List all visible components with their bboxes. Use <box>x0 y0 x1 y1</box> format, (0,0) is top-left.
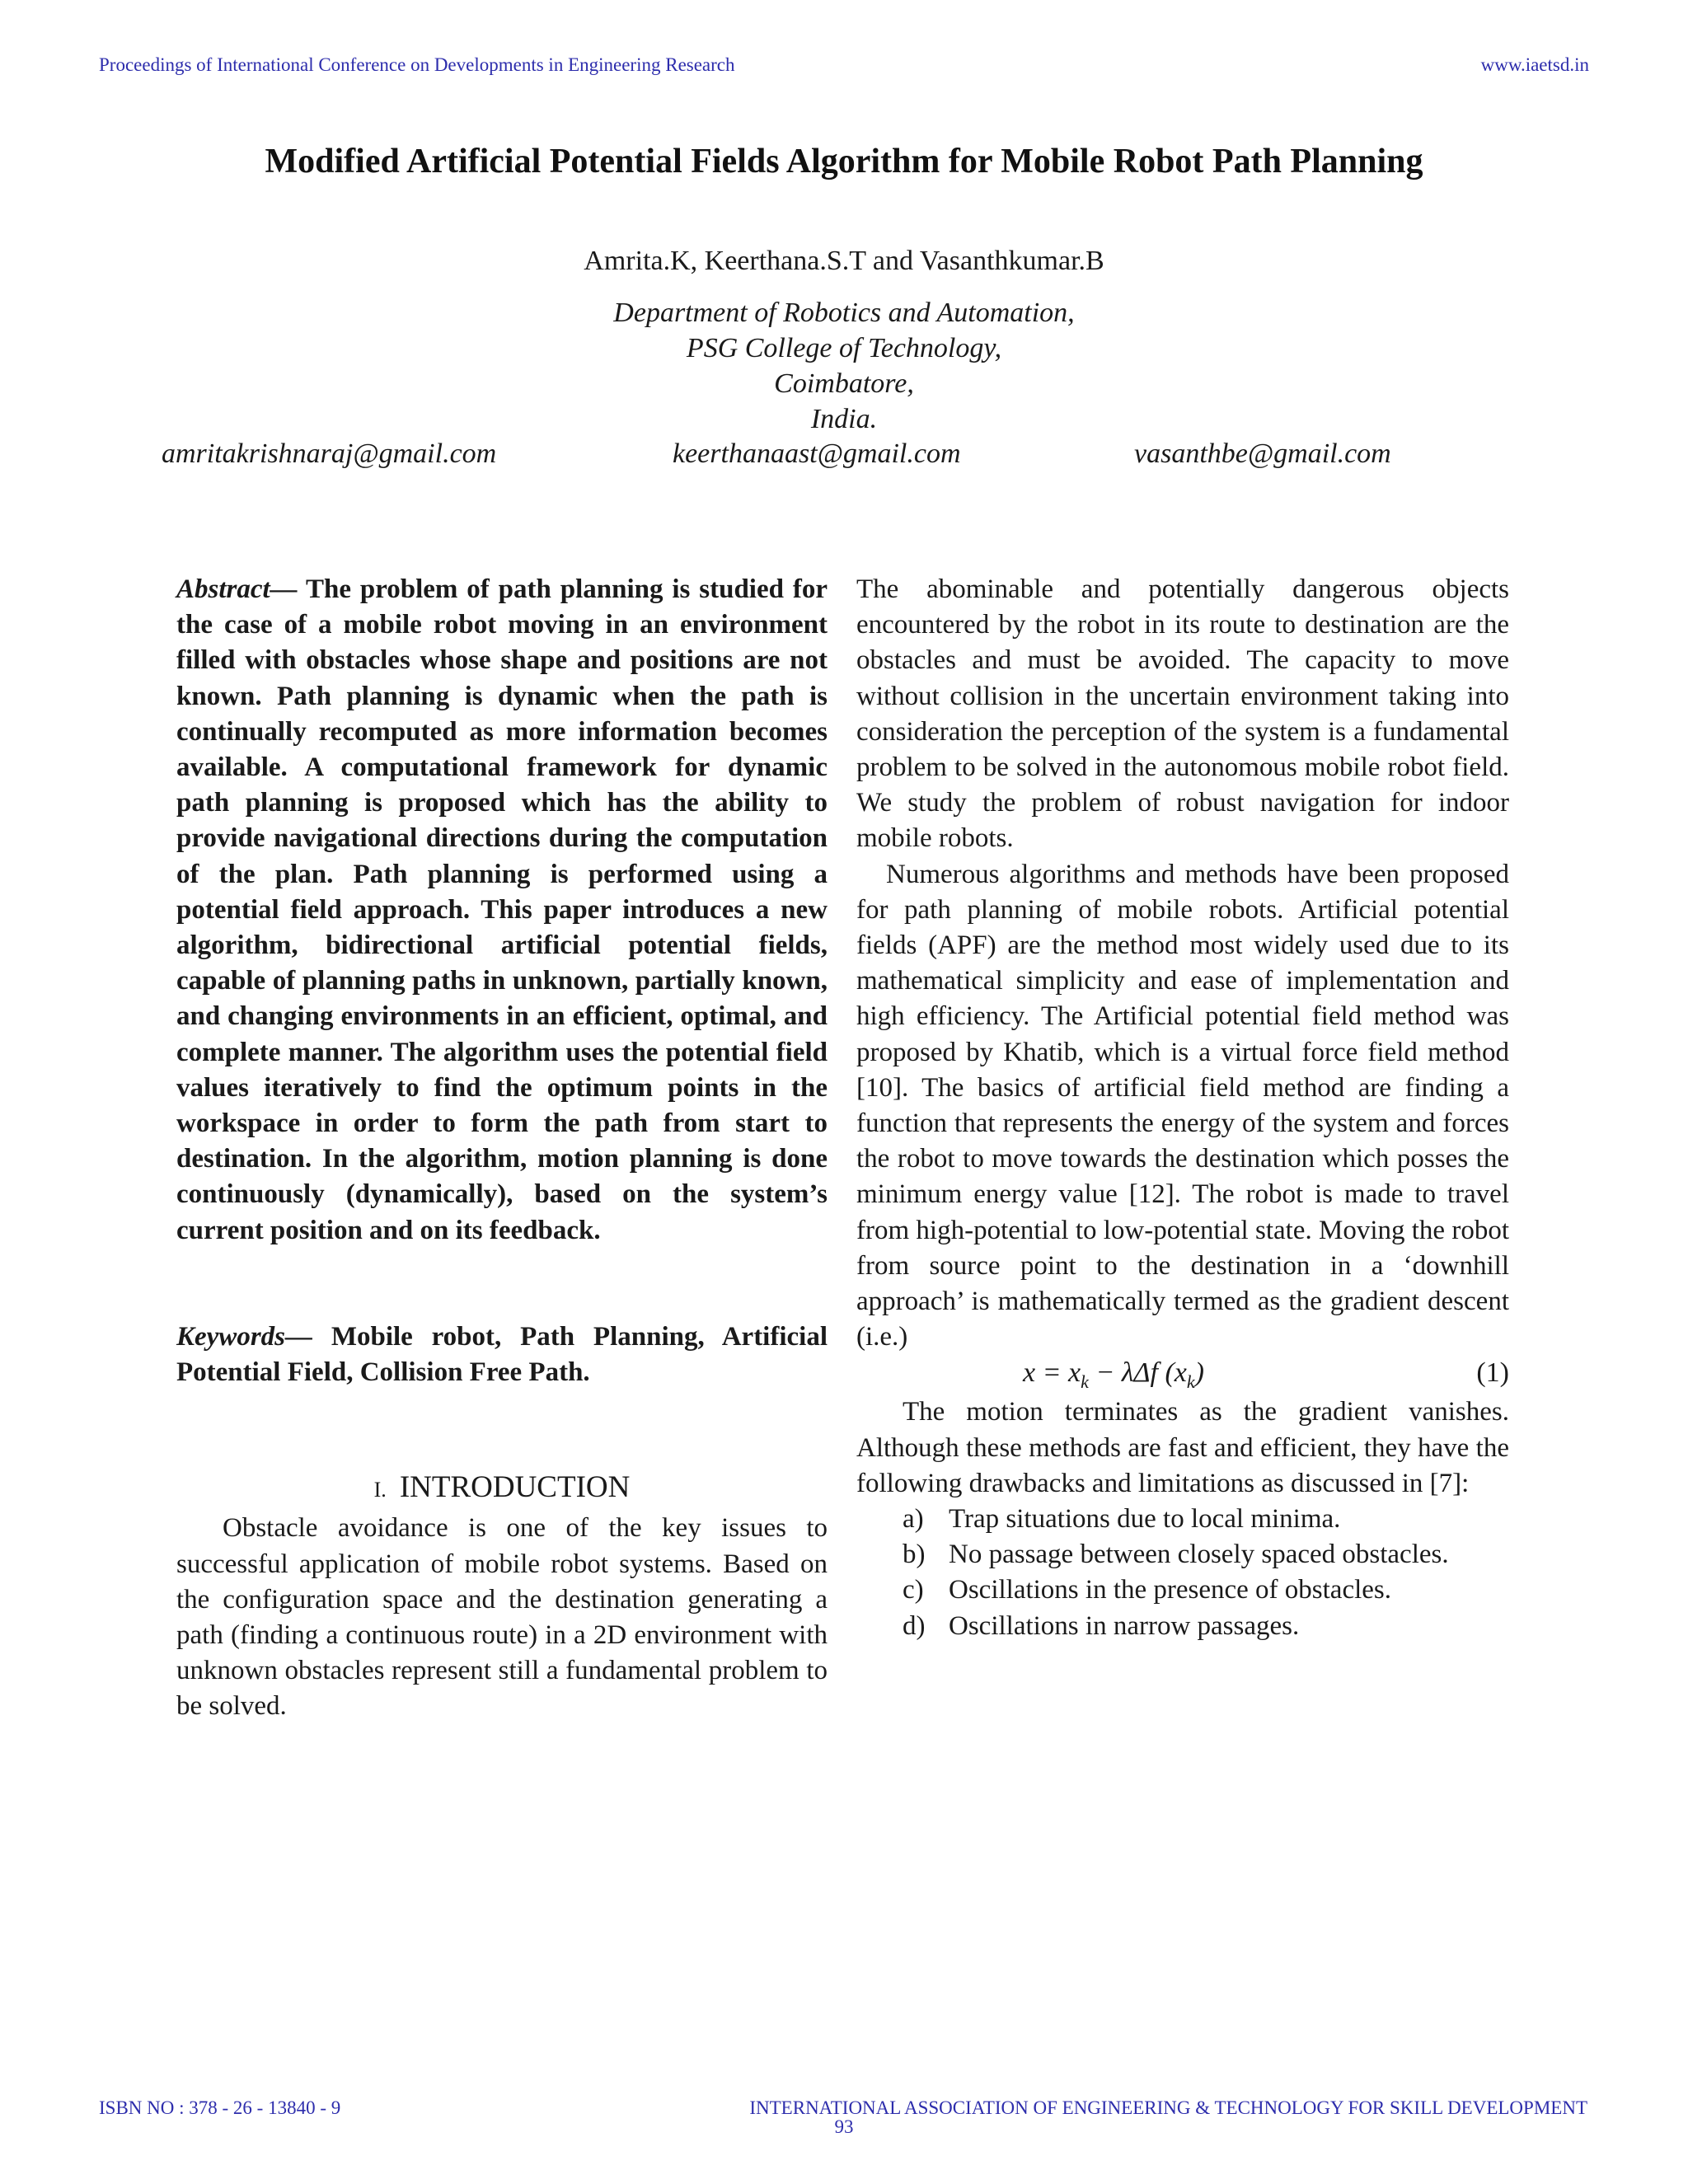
drawbacks-list <box>856 1502 1509 1644</box>
footer-isbn: ISBN NO : 378 - 26 - 13840 - 9 <box>99 2097 341 2118</box>
body-paragraph: The abominable and potentially dangerous objects encountered by the robot in its route to destination are the obstacles and must be avoided. The capacity to move without collision in the uncertain environment taking into consideration the perception of the system is a fundamental problem to be solved in the autonomous mobile robot field. We study the problem of robust navigation for indoor mobile robots. <box>856 574 1509 854</box>
abstract <box>176 572 828 1249</box>
list-item <box>903 1502 1509 1537</box>
footer-organization: INTERNATIONAL ASSOCIATION OF ENGINEERING & TECHNOLOGY FOR SKILL DEVELOPMENT <box>749 2097 1587 2118</box>
eq-part: ) <box>1194 1357 1204 1389</box>
section-heading <box>176 1469 828 1507</box>
list-marker: d) <box>903 1610 926 1641</box>
list-marker: b) <box>903 1540 926 1570</box>
affiliation-line: PSG College of Technology, <box>686 333 1002 363</box>
intro-paragraph: Obstacle avoidance is one of the key issues to successful application of mobile robot systems. Based on the configuration space and the destination generating a path (finding a continuous route) in a 2D environment with unknown obstacles represent still a fundamental problem to be solved. <box>176 1513 828 1722</box>
running-header-left: Proceedings of International Conference on Developments in Engineering Research <box>99 54 735 75</box>
page-number: 93 <box>834 2116 854 2137</box>
body-paragraph: The motion terminates as the gradient vanishes. Although these methods are fast and efficient, they have the following drawbacks and limitations as discussed in [7]: <box>856 1397 1509 1498</box>
abstract-text: The problem of path planning is studied for the case of a mobile robot moving in an environment filled with obstacles whose shape and positions are not known. Path planning is dynamic when the path is continually recomputed as more information becomes available. A computational framework for dynamic path planning is proposed which has the ability to provide navigational directions during the computation of the plan. Path planning is performed using a potential field approach. This paper introduces a new algorithm, bidirectional artificial potential fields, capable of planning paths in unknown, partially known, and changing environments in an efficient, optimal, and complete manner. The algorithm uses the potential field values iteratively to find the optimum points in the workspace in order to form the path from start to destination. In the algorithm, motion planning is done continuously (dynamically), based on the system’s current position and on its feedback. <box>176 574 828 1245</box>
abstract-label: Abstract— <box>176 574 298 604</box>
list-marker: a) <box>903 1504 924 1535</box>
keywords-text: Mobile robot, Path Planning, Artificial Potential Field, Collision Free Path. <box>176 1321 828 1388</box>
affiliation-line: Department of Robotics and Automation, <box>613 298 1075 328</box>
list-item <box>903 1609 1509 1644</box>
eq-part: − λΔf (x <box>1088 1357 1187 1389</box>
list-text: Trap situations due to local minima. <box>949 1504 1341 1535</box>
equation-expression <box>1023 1355 1204 1399</box>
keywords <box>176 1319 828 1390</box>
keywords-label: Keywords— <box>176 1321 312 1352</box>
body-paragraph: Numerous algorithms and methods have been proposed for path planning of mobile robots. Artificial potential fields (APF) are the method most widely used due to its mathematical simplicity and ease of implementation and high efficiency. The Artificial potential field method was proposed by Khatib, which is a virtual force field method [10]. The basics of artificial field method are finding a function that represents the energy of the system and forces the robot to move towards the destination which posses the minimum energy value [12]. The robot is made to travel from high-potential to low-potential state. Moving the robot from source point to the destination in a ‘downhill approach’ is mathematically termed as the gradient descent (i.e.) <box>856 859 1509 1352</box>
affiliation-line: India. <box>810 404 878 434</box>
author-email: amritakrishnaraj@gmail.com <box>162 438 497 469</box>
paper-title: Modified Artificial Potential Fields Algorithm for Mobile Robot Path Planning <box>265 143 1423 180</box>
eq-part: x = x <box>1023 1357 1081 1389</box>
equation <box>856 1355 1509 1394</box>
affiliation-line: Coimbatore, <box>774 368 914 399</box>
affiliation <box>0 295 1688 437</box>
eq-subscript: k <box>1081 1371 1089 1393</box>
section-number: I. <box>373 1478 387 1502</box>
list-item <box>903 1572 1509 1608</box>
equation-number: (1) <box>1476 1357 1509 1389</box>
running-header-url: www.iaetsd.in <box>1480 54 1589 75</box>
right-column <box>856 572 1509 1644</box>
author-list: Amrita.K, Keerthana.S.T and Vasanthkumar.B <box>584 246 1104 276</box>
list-marker: c) <box>903 1575 924 1605</box>
list-text: No passage between closely spaced obstacles. <box>949 1540 1449 1570</box>
left-column <box>176 572 828 1725</box>
eq-subscript: k <box>1186 1371 1195 1393</box>
list-text: Oscillations in the presence of obstacles. <box>949 1575 1392 1605</box>
section-title: INTRODUCTION <box>399 1470 631 1505</box>
author-email: keerthanaast@gmail.com <box>673 438 961 469</box>
author-email: vasanthbe@gmail.com <box>1134 438 1391 469</box>
list-item <box>903 1537 1509 1572</box>
list-text: Oscillations in narrow passages. <box>949 1610 1300 1641</box>
